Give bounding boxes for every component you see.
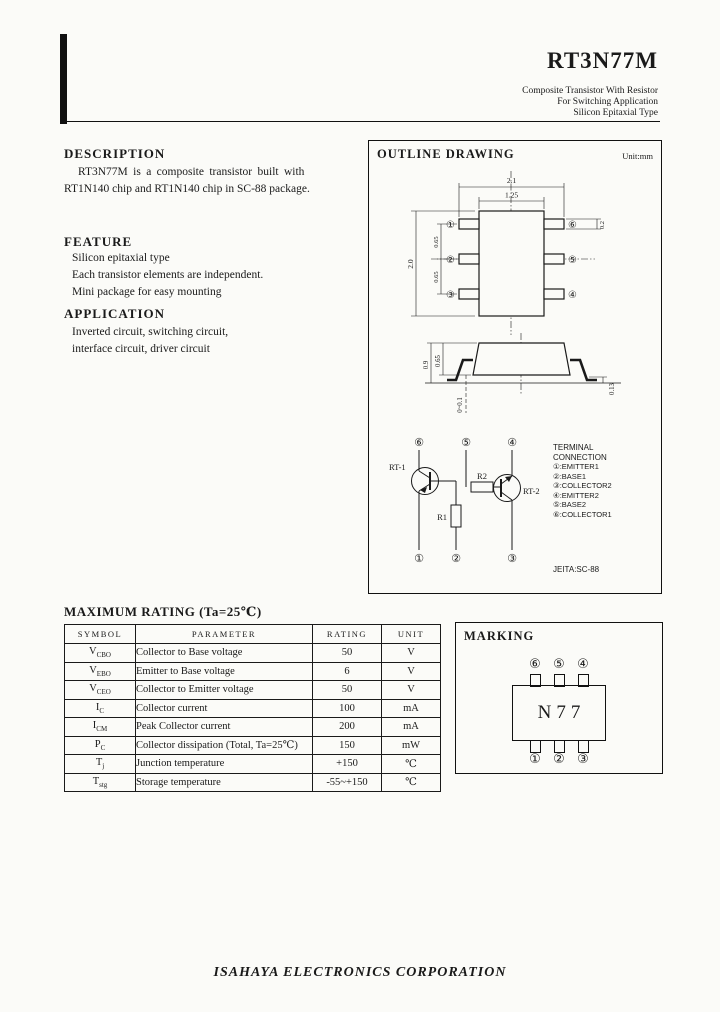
schematic-pin5: ⑤ <box>461 436 471 449</box>
terminal-heading: TERMINAL <box>553 443 594 452</box>
jeita-package-label: JEITA:SC-88 <box>553 565 600 574</box>
unit: V <box>382 681 441 700</box>
table-row <box>65 736 441 755</box>
parameter: Storage temperature <box>136 773 313 792</box>
dim-standoff: 0~0.1 <box>457 397 464 413</box>
header-rule <box>60 121 660 122</box>
terminal-item: ②:BASE1 <box>553 471 586 481</box>
marking-package-body <box>512 685 606 741</box>
description-heading: DESCRIPTION <box>64 146 166 161</box>
marking-code: N77 <box>537 702 586 723</box>
marking-pin4-label: ④ <box>577 657 589 672</box>
schematic-pin2: ② <box>451 552 461 565</box>
schematic-rt2-label: RT-2 <box>523 486 540 496</box>
schematic-pin3: ③ <box>507 552 517 565</box>
symbol-sub: CBO <box>96 651 111 660</box>
dim-pin-width: 0.2 <box>599 220 606 230</box>
symbol: I <box>95 701 100 713</box>
dim-pitch-b: 0.65 <box>433 271 440 283</box>
symbol-sub: C <box>99 706 105 715</box>
symbol-sub: j <box>102 762 105 771</box>
dim-side-total: 0.9 <box>423 360 430 370</box>
schematic-r2-label: R2 <box>477 471 487 481</box>
company-footer: ISAHAYA ELECTRONICS CORPORATION <box>213 965 507 980</box>
symbol-sub: EBO <box>96 669 111 678</box>
subtitle <box>522 86 658 119</box>
subtitle-line: Composite Transistor With Resistor <box>522 86 658 96</box>
description-line: RT3N77M is a composite transistor built with <box>78 166 305 178</box>
symbol: V <box>89 646 97 658</box>
subtitle-line: For Switching Application <box>557 97 658 107</box>
col-symbol: SYMBOL <box>65 625 136 644</box>
table-row <box>65 662 441 681</box>
parameter: Collector dissipation (Total, Ta=25℃) <box>136 736 313 755</box>
parameter: Collector current <box>136 699 313 718</box>
rating-value: 100 <box>313 699 382 718</box>
terminal-connection <box>553 443 659 575</box>
parameter: Collector to Base voltage <box>136 644 313 663</box>
rating-value: 50 <box>313 681 382 700</box>
terminal-item: ③:COLLECTOR2 <box>553 481 612 490</box>
marking-pin2-label: ② <box>553 752 565 767</box>
topview-pin2: ② <box>446 255 455 266</box>
schematic-rt1-label: RT-1 <box>389 462 406 472</box>
topview-pin3: ③ <box>446 290 455 301</box>
application-line: interface circuit, driver circuit <box>72 343 210 355</box>
outline-drawing-box <box>368 140 662 594</box>
table-row <box>65 681 441 700</box>
max-rating-table <box>64 624 441 792</box>
terminal-item: ⑥:COLLECTOR1 <box>553 509 612 519</box>
symbol: I <box>92 720 97 732</box>
feature-item: Mini package for easy mounting <box>72 286 222 298</box>
marking-pin5-label: ⑤ <box>553 657 565 672</box>
dim-body-width: 1.25 <box>504 190 519 200</box>
topview-pin6: ⑥ <box>568 220 577 231</box>
rating-value: 150 <box>313 736 382 755</box>
equivalent-circuit <box>381 429 566 571</box>
rating-value: 200 <box>313 718 382 737</box>
rating-value: +150 <box>313 755 382 774</box>
schematic-pin1: ① <box>414 552 424 565</box>
table-row <box>65 699 441 718</box>
part-number-title: RT3N77M <box>547 48 658 73</box>
feature-heading: FEATURE <box>64 234 133 249</box>
description-body <box>64 164 358 198</box>
symbol: P <box>94 738 101 750</box>
dim-side-body: 0.65 <box>435 355 442 367</box>
marking-heading: MARKING <box>464 629 535 643</box>
dim-lead-thickness: 0.13 <box>609 383 616 395</box>
unit: mA <box>382 699 441 718</box>
marking-pin6-label: ⑥ <box>529 657 541 672</box>
symbol-sub: stg <box>99 780 108 789</box>
parameter: Peak Collector current <box>136 718 313 737</box>
package-side-view <box>419 333 629 425</box>
schematic-pin6: ⑥ <box>414 436 424 449</box>
symbol: V <box>89 664 97 676</box>
symbol: T <box>92 775 100 787</box>
rating-value: -55~+150 <box>313 773 382 792</box>
unit: mA <box>382 718 441 737</box>
feature-list <box>64 250 358 301</box>
rating-value: 6 <box>313 662 382 681</box>
feature-item: Silicon epitaxial type <box>72 252 170 264</box>
col-rating: RATING <box>313 625 382 644</box>
topview-pin1: ① <box>446 220 455 231</box>
terminal-heading: CONNECTION <box>553 452 607 462</box>
table-header-row <box>65 625 441 644</box>
topview-pin4: ④ <box>568 290 577 301</box>
application-line: Inverted circuit, switching circuit, <box>72 326 229 338</box>
unit: V <box>382 644 441 663</box>
terminal-item: ④:EMITTER2 <box>553 490 599 500</box>
parameter: Junction temperature <box>136 755 313 774</box>
table-row <box>65 773 441 792</box>
description-line: RT1N140 chip and RT1N140 chip in SC-88 package. <box>64 183 310 195</box>
dim-pitch-a: 0.65 <box>433 236 440 248</box>
terminal-item: ⑤:BASE2 <box>553 500 586 509</box>
unit: mW <box>382 736 441 755</box>
feature-item: Each transistor elements are independent. <box>72 269 264 281</box>
scan-binding-mark <box>60 34 67 124</box>
outline-heading: OUTLINE DRAWING <box>377 147 515 161</box>
parameter: Collector to Emitter voltage <box>136 681 313 700</box>
topview-pin5: ⑤ <box>568 255 577 266</box>
table-row <box>65 644 441 663</box>
symbol-sub: CEO <box>96 688 111 697</box>
dim-top-width: 2.1 <box>506 176 517 185</box>
application-list <box>64 324 358 358</box>
max-rating-heading: MAXIMUM RATING (Ta=25℃) <box>64 604 262 619</box>
symbol: T <box>95 757 103 769</box>
col-parameter: PARAMETER <box>136 625 313 644</box>
parameter: Emitter to Base voltage <box>136 662 313 681</box>
symbol-sub: CM <box>96 725 108 734</box>
subtitle-line: Silicon Epitaxial Type <box>573 108 658 118</box>
marking-box <box>455 622 663 774</box>
unit: ℃ <box>382 755 441 774</box>
table-row <box>65 718 441 737</box>
unit: V <box>382 662 441 681</box>
marking-pin1-label: ① <box>529 752 541 767</box>
package-top-view <box>397 169 632 337</box>
unit: ℃ <box>382 773 441 792</box>
marking-pin3-label: ③ <box>577 752 589 767</box>
dim-overall-height: 2.0 <box>406 259 415 269</box>
symbol-sub: C <box>100 743 106 752</box>
symbol: V <box>89 683 97 695</box>
outline-unit-label: Unit:mm <box>622 151 653 161</box>
schematic-r1-label: R1 <box>437 512 447 522</box>
col-unit: UNIT <box>382 625 441 644</box>
table-row <box>65 755 441 774</box>
application-heading: APPLICATION <box>64 306 166 321</box>
schematic-pin4: ④ <box>507 436 517 449</box>
rating-value: 50 <box>313 644 382 663</box>
terminal-item: ①:EMITTER1 <box>553 462 599 471</box>
